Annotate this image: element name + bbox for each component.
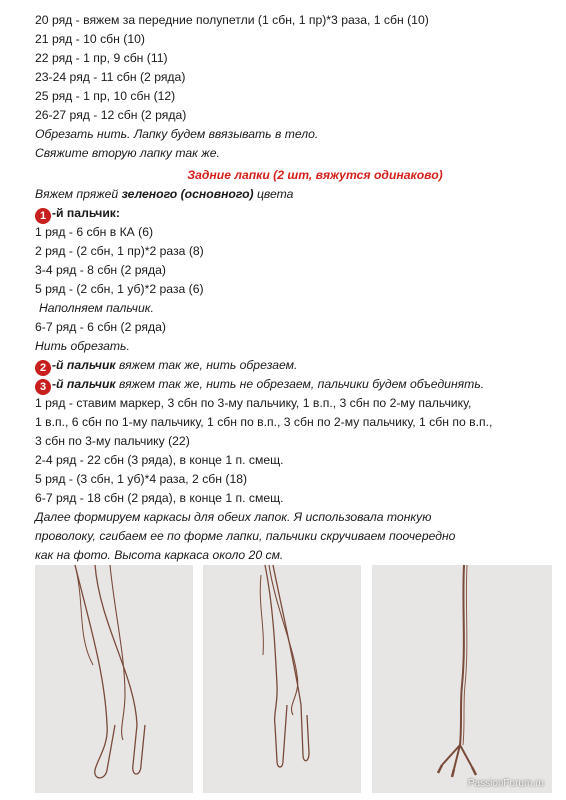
number-badge-2: 2 [35,360,51,376]
row-line: 1 ряд - ставим маркер, 3 сбн по 3-му пальчику, 1 в.п., 3 сбн по 2-му пальчику, [35,396,472,410]
yarn-prefix: Вяжем пряжей [35,187,122,201]
finger3-line [35,375,555,394]
row-line: 3 сбн по 3-му пальчику (22) [35,434,190,448]
row-line: 26-27 ряд - 12 сбн (2 ряда) [35,108,187,122]
text-body [35,11,555,565]
row-line: 5 ряд - (3 сбн, 1 уб)*4 раза, 2 сбн (18) [35,472,248,486]
row-line: 2-4 ряд - 22 сбн (3 ряда), в конце 1 п. смещ. [35,453,284,467]
finger3-bold: -й пальчик [52,377,116,391]
row-line: 3-4 ряд - 8 сбн (2 ряда) [35,263,166,277]
photo-strip [0,565,566,797]
finger3-rest: вяжем так же, нить не обрезаем, пальчики будем объединять. [115,377,485,391]
yarn-line [35,185,555,204]
finger2-rest: вяжем так же, нить обрезаем. [115,358,298,372]
yarn-suffix: цвета [253,187,294,201]
note-line: Наполняем пальчик. [39,301,154,315]
row-line: 21 ряд - 10 сбн (10) [35,32,145,46]
finger1-title: -й пальчик: [52,206,120,220]
note-line: Нить обрезать. [35,339,130,353]
wire-frame-photo-2 [203,565,361,793]
row-line: 1 в.п., 6 сбн по 1-му пальчику, 1 сбн по в.п., 3 сбн по 2-му пальчику, 1 сбн по в.п., [35,415,493,429]
yarn-color: зеленого (основного) [121,187,254,201]
note-line: Обрезать нить. Лапку будем ввязывать в тело. [35,127,319,141]
frame-text-line: проволоку, сгибаем ее по форме лапки, пальчики скручиваем поочередно [35,529,456,543]
wire-frame-photo-1 [35,565,193,793]
finger2-line [35,356,555,375]
frame-text-line: как на фото. Высота каркаса около 20 см. [35,548,284,562]
row-line: 5 ряд - (2 сбн, 1 уб)*2 раза (6) [35,282,204,296]
frame-text-line: Далее формируем каркасы для обеих лапок. Я использовала тонкую [35,510,432,524]
row-line: 25 ряд - 1 пр, 10 сбн (12) [35,89,176,103]
row-line: 23-24 ряд - 11 сбн (2 ряда) [35,70,186,84]
row-line: 22 ряд - 1 пр, 9 сбн (11) [35,51,168,65]
row-line: 2 ряд - (2 сбн, 1 пр)*2 раза (8) [35,244,204,258]
wire-frame-photo-3 [372,565,552,793]
number-badge-3: 3 [35,379,51,395]
row-line: 20 ряд - вяжем за передние полупетли (1 сбн, 1 пр)*3 раза, 1 сбн (10) [35,13,429,27]
row-line: 6-7 ряд - 18 сбн (2 ряда), в конце 1 п. смещ. [35,491,284,505]
number-badge-1: 1 [35,208,51,224]
watermark: PassionForum.ru [467,778,544,789]
note-line: Свяжите вторую лапку так же. [35,146,220,160]
row-line: 6-7 ряд - 6 сбн (2 ряда) [35,320,166,334]
section-title: Задние лапки (2 шт, вяжутся одинаково) [187,168,443,182]
finger2-bold: -й пальчик [52,358,116,372]
row-line: 1 ряд - 6 сбн в КА (6) [35,225,154,239]
finger1-heading [35,204,555,223]
